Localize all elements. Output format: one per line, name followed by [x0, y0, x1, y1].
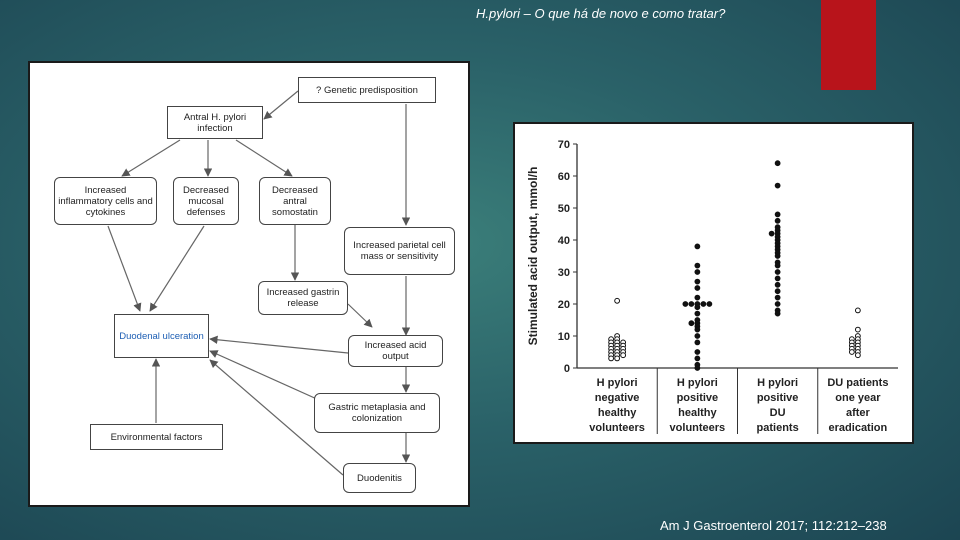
data-point: [615, 356, 620, 361]
x-category-label: DU patients one year after eradication: [827, 377, 889, 434]
slide-title: H.pylori – O que há de novo e como tratar?: [476, 6, 726, 21]
data-point: [683, 302, 688, 307]
y-tick-label: 50: [557, 203, 570, 215]
data-point: [775, 276, 780, 281]
data-point: [695, 366, 700, 371]
data-point: [701, 302, 706, 307]
y-tick-label: 60: [557, 171, 570, 183]
y-tick-label: 20: [557, 299, 570, 311]
box-antral-somostatin: Decreased antral somostatin: [259, 177, 331, 225]
data-point: [695, 263, 700, 268]
data-point: [775, 270, 780, 275]
box-acid-output: Increased acid output: [348, 335, 443, 367]
data-point: [775, 254, 780, 259]
acid-output-plot: [515, 124, 912, 442]
data-point: [695, 295, 700, 300]
data-point: [695, 244, 700, 249]
data-point: [775, 282, 780, 287]
box-gastric-metaplasia: Gastric metaplasia and colonization: [314, 393, 440, 433]
data-point: [707, 302, 712, 307]
data-point: [775, 218, 780, 223]
data-point: [775, 183, 780, 188]
data-point: [775, 161, 780, 166]
data-point: [855, 327, 860, 332]
citation: Am J Gastroenterol 2017; 112:212–238: [660, 518, 887, 533]
y-tick-label: 70: [557, 139, 570, 151]
data-point: [695, 286, 700, 291]
x-category-label: H pylori positive healthy volunteers: [669, 377, 726, 434]
acid-output-chart: [513, 122, 914, 444]
box-inflammatory-cells: Increased inflammatory cells and cytokines: [54, 177, 157, 225]
data-point: [775, 263, 780, 268]
data-point: [609, 356, 614, 361]
data-point: [695, 311, 700, 316]
data-point: [695, 334, 700, 339]
data-point: [621, 353, 626, 358]
data-point: [769, 231, 774, 236]
box-parietal-cell-mass: Increased parietal cell mass or sensitivity: [344, 227, 455, 275]
y-axis-label: Stimulated acid output, mmol/h: [526, 166, 540, 346]
data-point: [689, 321, 694, 326]
box-duodenitis: Duodenitis: [343, 463, 416, 493]
box-genetic-predisposition: ? Genetic predisposition: [298, 77, 436, 103]
x-category-label: H pylori negative healthy volunteers: [589, 377, 645, 434]
data-point: [775, 212, 780, 217]
data-point: [775, 302, 780, 307]
accent-tab: [821, 0, 876, 90]
data-point: [695, 340, 700, 345]
box-environmental-factors: Environmental factors: [90, 424, 223, 450]
box-duodenal-ulceration: Duodenal ulceration: [114, 314, 209, 358]
data-point: [695, 356, 700, 361]
box-mucosal-defenses: Decreased mucosal defenses: [173, 177, 239, 225]
data-point: [695, 270, 700, 275]
data-point: [775, 289, 780, 294]
box-gastrin-release: Increased gastrin release: [258, 281, 348, 315]
data-point: [855, 308, 860, 313]
box-antral-infection: Antral H. pylori infection: [167, 106, 263, 139]
data-point: [849, 350, 854, 355]
y-tick-label: 0: [563, 363, 570, 375]
y-tick-label: 40: [557, 235, 570, 247]
y-tick-label: 30: [557, 267, 570, 279]
data-point: [695, 305, 700, 310]
data-point: [775, 295, 780, 300]
data-point: [775, 311, 780, 316]
y-tick-label: 10: [557, 331, 570, 343]
data-point: [695, 327, 700, 332]
x-category-label: H pylori positive DU patients: [756, 377, 799, 434]
data-point: [855, 353, 860, 358]
data-point: [695, 350, 700, 355]
data-point: [689, 302, 694, 307]
data-point: [695, 279, 700, 284]
data-point: [615, 298, 620, 303]
pathogenesis-flowchart: [28, 61, 470, 507]
